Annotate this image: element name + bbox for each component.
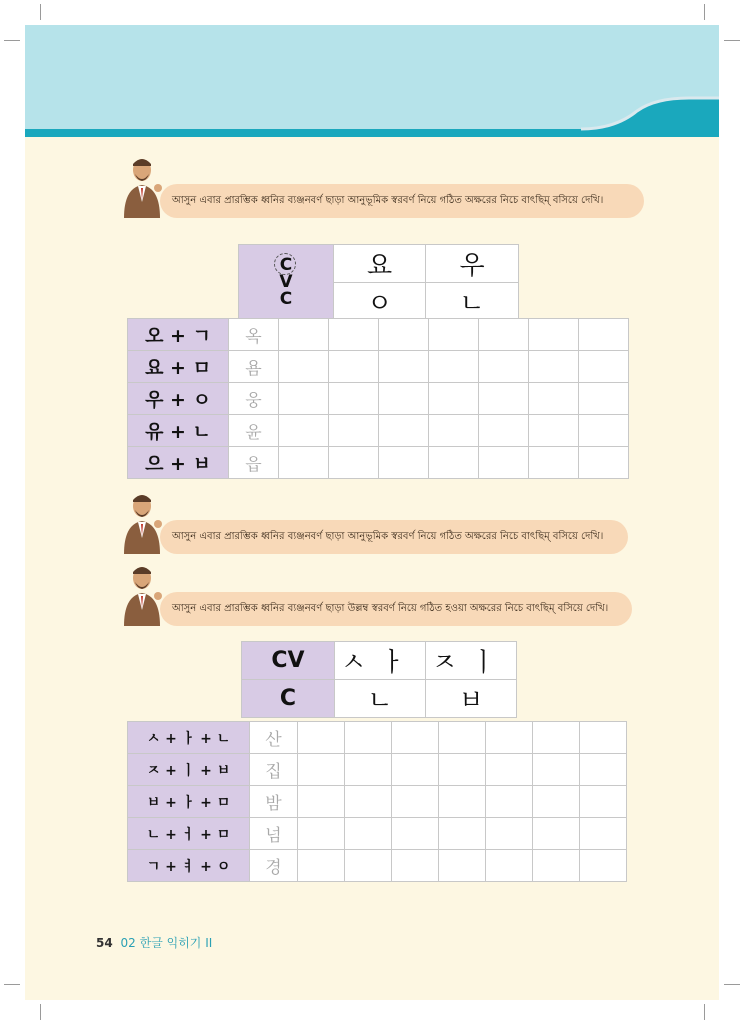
writing-box[interactable] [379,447,429,479]
writing-box[interactable] [579,447,629,479]
writing-box[interactable] [379,319,429,351]
example-final-consonant: ㅇ [334,283,426,321]
writing-box[interactable] [479,383,529,415]
formula-cell: ㅂ + ㅏ + ㅁ [128,786,250,818]
crop-mark [724,40,740,41]
writing-box[interactable] [529,415,579,447]
writing-box[interactable] [529,319,579,351]
trace-syllable: 윤 [229,415,279,447]
trace-syllable: 밤 [250,786,298,818]
label-c-top: C [279,255,293,275]
label-cv: CV [242,642,335,680]
formula-cell: ㅈ + ㅣ + ㅂ [128,754,250,786]
writing-box[interactable] [298,754,345,786]
writing-box[interactable] [279,447,329,479]
writing-box[interactable] [329,383,379,415]
writing-box[interactable] [479,447,529,479]
writing-box[interactable] [580,722,627,754]
writing-box[interactable] [479,415,529,447]
writing-box[interactable] [533,818,580,850]
page-number: 54 [96,936,113,950]
writing-box[interactable] [345,786,392,818]
writing-box[interactable] [429,383,479,415]
writing-box[interactable] [580,818,627,850]
formula-cell: 으 + ㅂ [128,447,229,479]
writing-box[interactable] [529,351,579,383]
writing-box[interactable] [392,850,439,882]
writing-box[interactable] [529,383,579,415]
page-footer [96,934,212,951]
writing-box[interactable] [345,722,392,754]
writing-box[interactable] [298,722,345,754]
teacher-icon [120,494,168,558]
writing-box[interactable] [579,351,629,383]
writing-box[interactable] [429,319,479,351]
writing-box[interactable] [533,786,580,818]
teacher-icon [120,566,168,630]
trace-syllable: 웅 [229,383,279,415]
writing-box[interactable] [533,722,580,754]
crop-mark [4,40,20,41]
writing-box[interactable] [439,850,486,882]
writing-box[interactable] [579,319,629,351]
crop-mark [704,1004,705,1020]
trace-syllable: 욤 [229,351,279,383]
writing-box[interactable] [298,818,345,850]
formula-cell: 우 + ㅇ [128,383,229,415]
writing-box[interactable] [298,786,345,818]
trace-syllable: 산 [250,722,298,754]
formula-cell: 유 + ㄴ [128,415,229,447]
writing-box[interactable] [486,850,533,882]
crop-mark [724,984,740,985]
writing-box[interactable] [329,415,379,447]
writing-box[interactable] [486,754,533,786]
writing-box[interactable] [279,351,329,383]
header-banner [25,25,719,137]
writing-box[interactable] [439,786,486,818]
hint-text: আসুন এবার প্রারম্ভিক ধ্বনির ব্যঞ্জনবর্ণ ছাড়া আনুভূমিক স্বরবর্ণ নিয়ে গঠিত অক্ষরের নিচে বাৎছিম্ বসিয়ে দেখি। [172,194,604,206]
crop-mark [40,4,41,20]
writing-box[interactable] [345,850,392,882]
label-v: V [279,272,293,292]
writing-box[interactable] [392,818,439,850]
example-syllable-top: ㅅㅏ [335,642,426,680]
writing-box[interactable] [379,351,429,383]
writing-box[interactable] [279,383,329,415]
chapter-title: 02 한글 익히기 II [120,936,213,950]
example-final-consonant: ㄴ [426,283,519,321]
trace-syllable: 읍 [229,447,279,479]
writing-box[interactable] [479,351,529,383]
writing-box[interactable] [486,722,533,754]
writing-box[interactable] [429,351,479,383]
writing-box[interactable] [579,415,629,447]
writing-box[interactable] [439,722,486,754]
writing-box[interactable] [329,351,379,383]
hint-text: আসুন এবার প্রারম্ভিক ধ্বনির ব্যঞ্জনবর্ণ ছাড়া আনুভূমিক স্বরবর্ণ নিয়ে গঠিত অক্ষরের নিচে বাৎছিম্ বসিয়ে দেখি। [172,530,604,542]
example-syllable-top: ㅈㅣ [426,642,517,680]
formula-cell: ㅅ + ㅏ + ㄴ [128,722,250,754]
practice-table-1 [127,318,629,479]
writing-box[interactable] [429,415,479,447]
example-table-cvc [238,244,519,321]
trace-syllable: 옥 [229,319,279,351]
writing-box[interactable] [279,319,329,351]
crop-mark [704,4,705,20]
label-c: C [242,680,335,718]
writing-box[interactable] [439,754,486,786]
writing-box[interactable] [392,786,439,818]
hint-bubble [160,184,644,218]
writing-box[interactable] [486,818,533,850]
example-syllable-top: 요 [334,245,426,283]
trace-syllable: 집 [250,754,298,786]
writing-box[interactable] [479,319,529,351]
writing-box[interactable] [329,447,379,479]
practice-table-2 [127,721,627,882]
example-table-cv-c [241,641,517,718]
example-syllable-top: 우 [426,245,519,283]
trace-syllable: 넘 [250,818,298,850]
writing-box[interactable] [379,383,429,415]
formula-cell: 요 + ㅁ [128,351,229,383]
writing-box[interactable] [580,850,627,882]
example-final-consonant: ㅂ [426,680,517,718]
writing-box[interactable] [392,754,439,786]
label-c-bottom: C [279,289,293,309]
hint-bubble [160,592,632,626]
writing-box[interactable] [529,447,579,479]
formula-cell: 오 + ㄱ [128,319,229,351]
teacher-icon [120,158,168,222]
hint-text: আসুন এবার প্রারম্ভিক ধ্বনির ব্যঞ্জনবর্ণ ছাড়া উল্লম্ব স্বরবর্ণ নিয়ে গঠিত হওয়া অক্ষরের নিচে বাৎছিম্ বসিয়ে দেখি। [172,602,609,614]
writing-box[interactable] [345,818,392,850]
writing-box[interactable] [579,383,629,415]
writing-box[interactable] [279,415,329,447]
writing-box[interactable] [533,850,580,882]
writing-box[interactable] [580,754,627,786]
writing-box[interactable] [486,786,533,818]
formula-cell: ㄱ + ㅕ + ㅇ [128,850,250,882]
crop-mark [4,984,20,985]
trace-syllable: 경 [250,850,298,882]
writing-box[interactable] [298,850,345,882]
writing-box[interactable] [580,786,627,818]
writing-box[interactable] [429,447,479,479]
writing-box[interactable] [439,818,486,850]
writing-box[interactable] [533,754,580,786]
hint-bubble [160,520,628,554]
writing-box[interactable] [345,754,392,786]
example-final-consonant: ㄴ [335,680,426,718]
crop-mark [40,1004,41,1020]
dotted-circle [274,253,296,275]
writing-box[interactable] [379,415,429,447]
formula-cell: ㄴ + ㅓ + ㅁ [128,818,250,850]
writing-box[interactable] [392,722,439,754]
writing-box[interactable] [329,319,379,351]
